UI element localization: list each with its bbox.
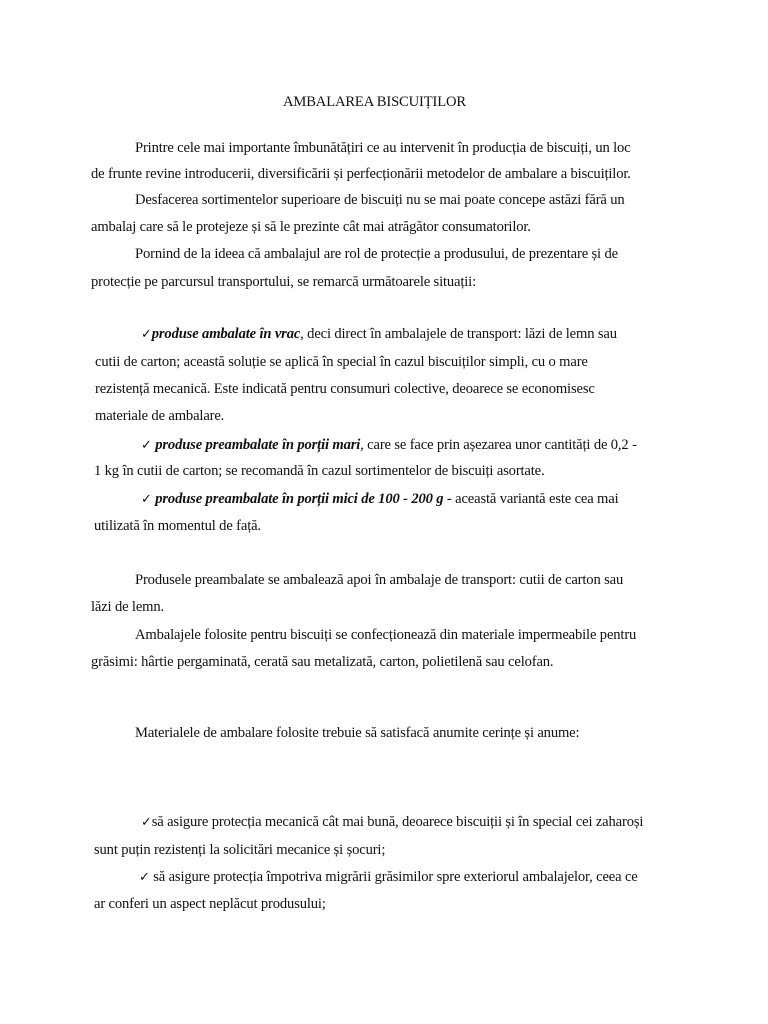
paragraph-line: 1 kg în cutii de carton; se recomandă în cazul sortimentelor de biscuiți asortate. — [94, 463, 545, 479]
document-title: AMBALAREA BISCUIȚILOR — [283, 94, 466, 110]
checkmark-icon: ✓ — [141, 815, 152, 830]
requirement-item — [139, 868, 638, 887]
bullet-item — [141, 436, 637, 455]
bullet-bold-text: produse preambalate în porții mici de 100 - 200 g — [155, 491, 444, 507]
bullet-bold-text: produse ambalate în vrac — [151, 326, 301, 342]
paragraph-line: de frunte revine introducerii, diversificării și perfecționării metodelor de ambalare a biscuiților. — [91, 166, 631, 182]
paragraph-line: materiale de ambalare. — [95, 408, 225, 424]
checkmark-icon: ✓ — [141, 327, 152, 342]
paragraph-line: protecție pe parcursul transportului, se remarcă următoarele situații: — [91, 274, 476, 290]
bullet-text: - această variantă este cea mai — [443, 491, 619, 507]
paragraph-line: ar conferi un aspect neplăcut produsului; — [94, 896, 326, 912]
paragraph-line: Produsele preambalate se ambalează apoi în ambalaje de transport: cutii de carton sau — [135, 572, 624, 588]
paragraph-line: grăsimi: hârtie pergaminată, cerată sau metalizată, carton, polietilenă sau celofan. — [91, 654, 554, 670]
paragraph-line: utilizată în momentul de față. — [94, 518, 261, 534]
paragraph-line: ambalaj care să le protejeze și să le prezinte cât mai atrăgător consumatorilor. — [91, 219, 531, 235]
paragraph-line: Ambalajele folosite pentru biscuiți se confecționează din materiale impermeabile pentru — [135, 627, 637, 643]
checkmark-icon: ✓ — [139, 870, 150, 885]
paragraph-line: Desfacerea sortimentelor superioare de biscuiți nu se mai poate concepe astăzi fără un — [135, 192, 625, 208]
paragraph-line: Printre cele mai importante îmbunătățiri ce au intervenit în producția de biscuiți, un loc — [135, 140, 631, 156]
paragraph-line: Pornind de la ideea că ambalajul are rol de protecție a produsului, de prezentare și de — [135, 246, 618, 262]
requirement-item — [141, 813, 643, 832]
bullet-item — [141, 490, 619, 509]
paragraph-line: Materialele de ambalare folosite trebuie să satisfacă anumite cerințe și anume: — [135, 725, 580, 741]
paragraph-line: rezistență mecanică. Este indicată pentru consumuri colective, deoarece se economisesc — [95, 381, 595, 397]
checkmark-icon: ✓ — [141, 492, 152, 507]
paragraph-line: sunt puțin rezistenți la solicitări mecanice și șocuri; — [94, 842, 386, 858]
requirement-text: să asigure protecția împotriva migrării grăsimilor spre exteriorul ambalajelor, ceea ce — [149, 869, 638, 885]
bullet-text: , deci direct în ambalajele de transport: lăzi de lemn sau — [300, 326, 617, 342]
checkmark-icon: ✓ — [141, 438, 152, 453]
paragraph-line: cutii de carton; această soluție se aplică în special în cazul biscuiților simpli, cu o mare — [95, 354, 588, 370]
requirement-text: să asigure protecția mecanică cât mai bună, deoarece biscuiții și în special cei zaharoși — [151, 814, 644, 830]
bullet-item — [141, 325, 617, 344]
paragraph-line: lăzi de lemn. — [91, 599, 165, 615]
bullet-text: , care se face prin așezarea unor cantități de 0,2 - — [360, 437, 637, 453]
bullet-bold-text: produse preambalate în porții mari — [155, 437, 361, 453]
